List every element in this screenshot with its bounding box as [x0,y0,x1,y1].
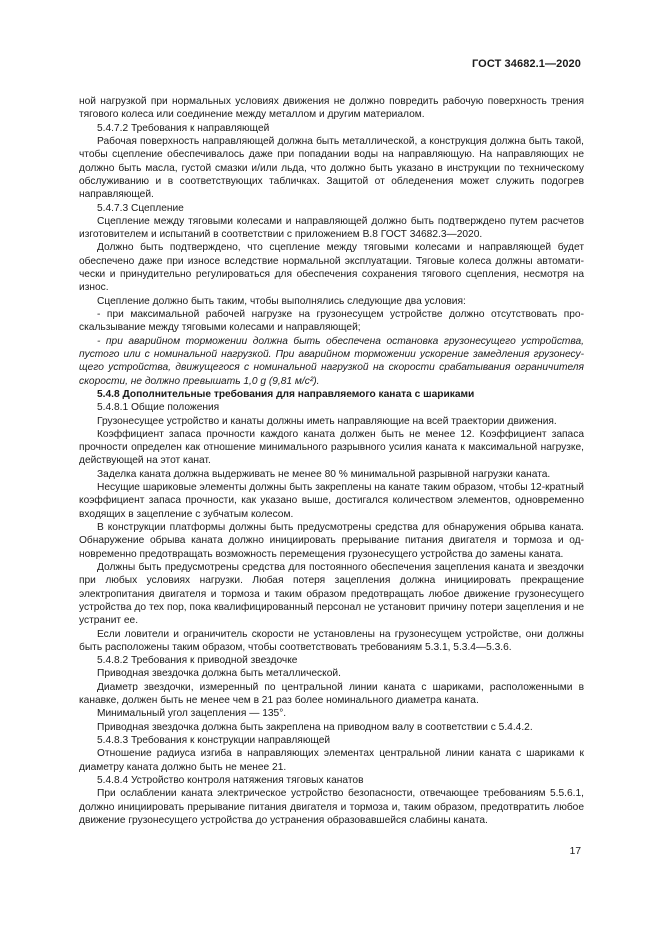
paragraph: - при аварийном торможении должна быть обеспечена остановка грузонесущего устройства, пустого или с номинальной нагрузкой. При аварийном торможении ускорение замедления грузонесущего устройства, движущегося с номинальной нагрузкой на скорости срабатывания ограничителя скорости, не должно превышать 1,0 g (9,81 м/с²). [79,335,584,387]
paragraph: 5.4.7.3 Сцепление [97,202,184,214]
paragraph: Приводная звездочка должна быть металлической. [97,668,341,680]
paragraph: Если ловители и ограничитель скорости не установлены на грузонесущем устройстве, они должны быть расположены таким образом, чтобы соответствовать требованиям 5.3.1, 5.3.4—5.3.6. [79,628,584,653]
paragraph: Должны быть предусмотрены средства для постоянного обеспечения зацепления каната и звездочки при любых условиях нагрузки. Любая потеря зацепления должна инициировать прекращение электропитания двигателя и тормоза и таким образом предотвращать любое движение грузонесущего устройства до тех пор, пока квалифицированный персонал не установит причину потери зацепления и не устранит ее. [79,561,584,627]
paragraph: 5.4.8.4 Устройство контроля натяжения тяговых канатов [97,774,364,786]
paragraph: Диаметр звездочки, измеренный по центральной линии каната с шариками, расположенными в канавке, должен быть не менее чем в 21 раз более номинального диаметра каната. [79,681,584,707]
paragraph: Рабочая поверхность направляющей должна быть металлической, а конструкция должна быть такой, чтобы сцепление обеспечивалось даже при попадании воды на направляющую. На направляющих не должно быть масла, густой смазки и/или льда, что должно быть указано в инструкции по техническому обслуживанию и в соответствующих табличках. Защитой от обледенения может служить подогрев направляющей. [79,135,584,201]
paragraph: Минимальный угол зацепления — 135°. [97,708,287,720]
paragraph: Должно быть подтверждено, что сцепление между тяговыми колесами и направляющей будет обеспечено даже при износе вследствие нормальной эксплуатации. Тяговые колеса должны автоматически и принудительно регулироваться для обеспечения сохранения тягового сцепления, несмотря на износ. [79,242,584,294]
paragraph: Сцепление между тяговыми колесами и направляющей должно быть подтверждено путем расчетов изготовителем и испытаний в соответствии с приложением В.8 ГОСТ 34682.3—2020. [79,215,584,241]
page-number: 17 [569,846,581,857]
paragraph: Заделка каната должна выдерживать не менее 80 % минимальной разрывной нагрузки каната. [97,468,551,480]
paragraph: 5.4.8 Дополнительные требования для направляемого каната с шариками [97,388,475,400]
paragraph: Грузонесущее устройство и канаты должны иметь направляющие на всей траектории движения. [97,415,557,427]
paragraph: Сцепление должно быть таким, чтобы выполнялись следующие два условия: [97,295,466,307]
paragraph: При ослаблении каната электрическое устройство безопасности, отвечающее требованиям 5.5.6.1, должно инициировать прерывание питания двигателя и тормоза и, таким образом, предотвратить любое движение грузонесущего устройства до устранения образовавшейся слабины каната. [79,788,584,826]
paragraph: 5.4.8.1 Общие положения [97,402,220,414]
paragraph: Коэффициент запаса прочности каждого каната должен быть не менее 12. Коэффициент запаса прочности определен как отношение минимального разрывного усилия каната к максимальной нагрузке, действующей на этот канат. [79,428,584,467]
paragraph: 5.4.8.2 Требования к приводной звездочке [97,655,298,667]
paragraph: 5.4.7.2 Требования к направляющей [97,122,270,134]
paragraph: Отношение радиуса изгиба в направляющих элементах центральной линии каната с шариками к диаметру каната должно быть не менее 21. [79,748,584,773]
document-code: ГОСТ 34682.1—2020 [471,58,581,70]
paragraph: Приводная звездочка должна быть закреплена на приводном валу в соответствии с 5.4.4.2. [97,721,533,733]
paragraph: - при максимальной рабочей нагрузке на грузонесущем устройстве должно отсутствовать проскальзывание между тяговыми колесами и направляющей; [79,309,584,334]
paragraph: Несущие шариковые элементы должны быть закреплены на канате таким образом, чтобы 12-кратный коэффициент запаса прочности, как указано выше, достигался количеством элементов, одновременно входящих в зацепление с зубчатым колесом. [79,482,584,520]
paragraph: В конструкции платформы должны быть предусмотрены средства для обнаружения обрыва каната. Обнаружение обрыва каната должно инициировать прерывание питания двигателя и тормоза и одновременно предотвращать возможность перемещения грузонесущего устройства до замены каната. [79,522,584,560]
paragraph: ной нагрузкой при нормальных условиях движения не должно повредить рабочую поверхность трения тягового колеса или соединение между металлом и другим материалом. [79,96,584,121]
paragraph: 5.4.8.3 Требования к конструкции направляющей [97,735,331,746]
body-text [79,95,584,827]
